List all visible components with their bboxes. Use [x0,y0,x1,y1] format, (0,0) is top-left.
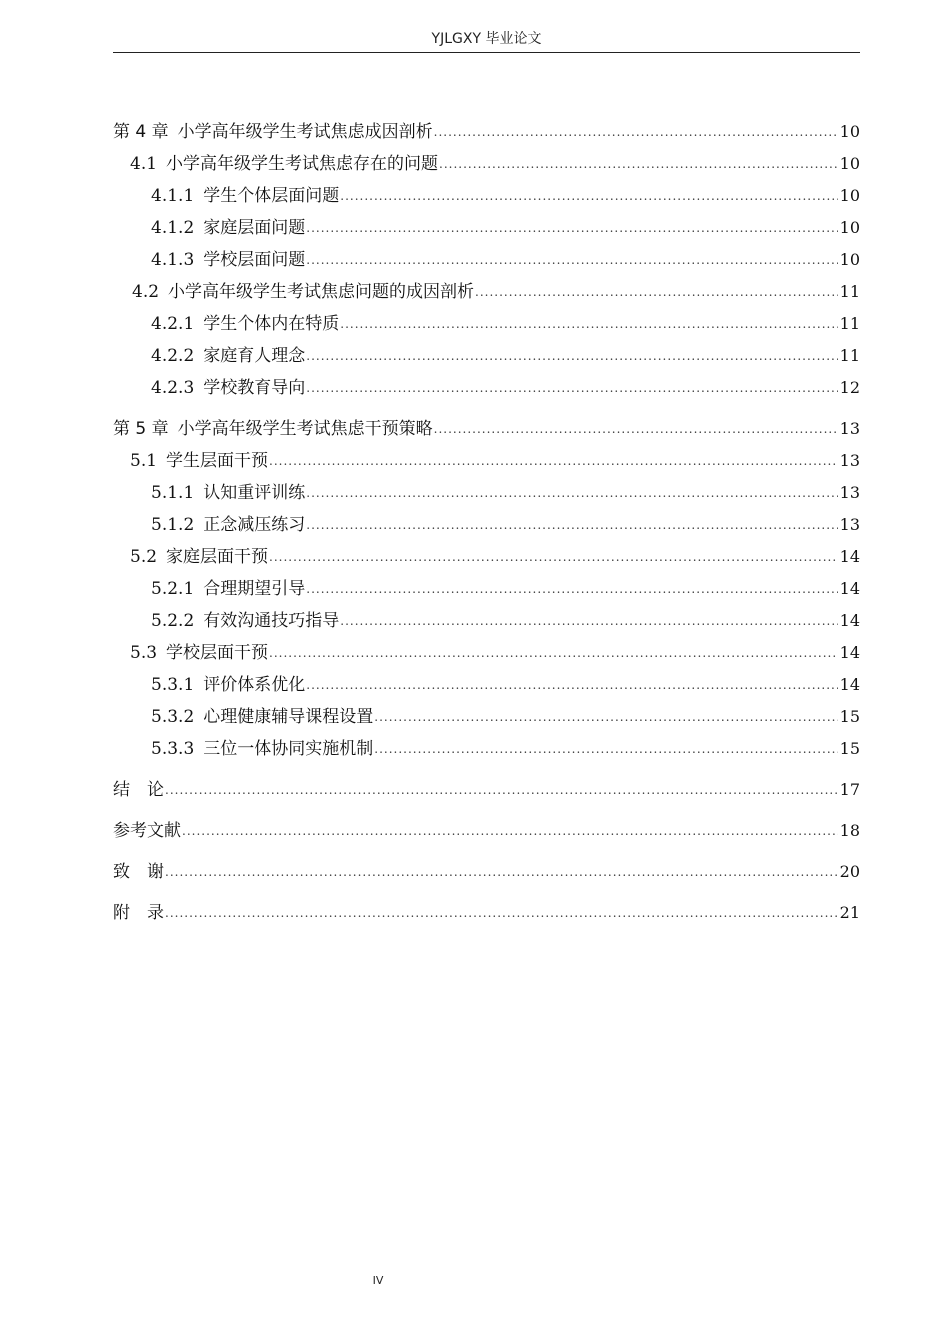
dot-leader [182,815,838,847]
table-of-contents [113,116,860,929]
toc-entry-number: 4.2 [132,282,160,302]
toc-entry-title: 学生层面干预 [166,451,269,471]
toc-entry-5-2-2[interactable] [113,605,860,637]
toc-entry-page: 18 [839,821,860,840]
toc-entry-appendix[interactable] [113,897,860,929]
toc-entry-5-3-1[interactable] [113,669,860,701]
toc-entry-number: 第 4 章 [113,122,169,142]
toc-entry-page: 17 [839,780,860,799]
toc-entry-page: 21 [839,903,860,922]
toc-entry-number: 4.2.1 [151,314,195,334]
toc-entry-page: 12 [839,378,860,397]
dot-leader [165,774,838,806]
toc-entry-page: 13 [839,483,860,502]
dot-leader [306,212,837,244]
dot-leader [306,669,837,701]
toc-entry-title: 家庭育人理念 [203,346,306,366]
toc-entry-page: 14 [839,675,860,694]
toc-entry-number: 5.2.2 [151,611,195,631]
toc-entry-chapter-5[interactable] [113,413,860,445]
toc-entry-title: 认知重评训练 [203,483,306,503]
toc-entry-5-3-2[interactable] [113,701,860,733]
toc-entry-title: 结 论 [113,780,164,800]
toc-entry-page: 10 [839,218,860,237]
dot-leader [269,541,838,573]
toc-entry-references[interactable] [113,815,860,847]
toc-entry-page: 11 [839,314,860,333]
toc-entry-title: 心理健康辅导课程设置 [203,707,374,727]
toc-entry-page: 15 [839,707,860,726]
dot-leader [374,733,837,765]
toc-entry-4-1[interactable] [113,148,860,180]
toc-entry-page: 13 [839,451,860,470]
toc-entry-page: 14 [839,579,860,598]
page-header [113,28,860,53]
toc-entry-conclusion[interactable] [113,774,860,806]
toc-entry-title: 小学高年级学生考试焦虑存在的问题 [166,154,439,174]
toc-entry-page: 14 [839,547,860,566]
dot-leader [306,509,837,541]
toc-entry-number: 4.1.3 [151,250,195,270]
toc-entry-5-3[interactable] [113,637,860,669]
toc-entry-acknowledgements[interactable] [113,856,860,888]
toc-entry-5-1[interactable] [113,445,860,477]
toc-entry-page: 10 [839,122,860,141]
toc-entry-number: 4.1.1 [151,186,195,206]
page-footer [0,1274,756,1287]
toc-entry-title: 学校教育导向 [203,378,306,398]
toc-entry-title: 学校层面干预 [166,643,269,663]
dot-leader [165,856,838,888]
toc-entry-4-1-2[interactable] [113,212,860,244]
toc-entry-page: 11 [839,346,860,365]
toc-entry-page: 14 [839,643,860,662]
toc-entry-number: 4.1.2 [151,218,195,238]
toc-entry-page: 13 [839,419,860,438]
toc-entry-title: 正念减压练习 [203,515,306,535]
toc-entry-page: 11 [839,282,860,301]
toc-entry-title: 附 录 [113,903,164,923]
toc-entry-number: 5.3.1 [151,675,195,695]
toc-entry-4-2[interactable] [113,276,860,308]
toc-entry-number: 4.2.3 [151,378,195,398]
dot-leader [306,244,837,276]
dot-leader [306,340,837,372]
toc-entry-number: 4.2.2 [151,346,195,366]
toc-entry-4-2-2[interactable] [113,340,860,372]
toc-entry-5-3-3[interactable] [113,733,860,765]
toc-entry-title: 参考文献 [113,821,181,841]
toc-entry-title: 合理期望引导 [203,579,306,599]
toc-entry-page: 15 [839,739,860,758]
dot-leader [475,276,838,308]
toc-entry-chapter-4[interactable] [113,116,860,148]
toc-entry-number: 5.1.1 [151,483,195,503]
dot-leader [340,180,837,212]
toc-entry-4-1-3[interactable] [113,244,860,276]
toc-entry-number: 5.3.3 [151,739,195,759]
dot-leader [434,116,838,148]
toc-entry-number: 5.2.1 [151,579,195,599]
dot-leader [439,148,838,180]
toc-entry-4-1-1[interactable] [113,180,860,212]
toc-entry-page: 10 [839,250,860,269]
dot-leader [269,445,838,477]
toc-entry-title: 小学高年级学生考试焦虑干预策略 [177,419,433,439]
toc-entry-title: 有效沟通技巧指导 [203,611,340,631]
dot-leader [306,477,837,509]
toc-entry-5-1-2[interactable] [113,509,860,541]
toc-entry-title: 家庭层面干预 [166,547,269,567]
toc-entry-5-2[interactable] [113,541,860,573]
dot-leader [269,637,838,669]
toc-entry-number: 5.3.2 [151,707,195,727]
toc-entry-page: 20 [839,862,860,881]
toc-entry-title: 学校层面问题 [203,250,306,270]
toc-entry-title: 三位一体协同实施机制 [203,739,374,759]
toc-entry-page: 13 [839,515,860,534]
toc-entry-title: 学生个体内在特质 [203,314,340,334]
toc-entry-5-1-1[interactable] [113,477,860,509]
toc-entry-number: 5.2 [130,547,158,567]
toc-entry-title: 家庭层面问题 [203,218,306,238]
dot-leader [340,605,837,637]
toc-entry-number: 第 5 章 [113,419,169,439]
toc-entry-5-2-1[interactable] [113,573,860,605]
dot-leader [306,573,837,605]
toc-entry-number: 5.3 [130,643,158,663]
header-title: YJLGXY 毕业论文 [431,31,542,47]
toc-entry-title: 评价体系优化 [203,675,306,695]
toc-entry-page: 14 [839,611,860,630]
toc-entry-title: 学生个体层面问题 [203,186,340,206]
dot-leader [165,897,838,929]
toc-entry-number: 4.1 [130,154,158,174]
page-number: IV [372,1274,384,1287]
toc-entry-4-2-1[interactable] [113,308,860,340]
dot-leader [374,701,837,733]
toc-entry-number: 5.1.2 [151,515,195,535]
toc-entry-title: 小学高年级学生考试焦虑问题的成因剖析 [168,282,475,302]
toc-entry-page: 10 [839,186,860,205]
toc-entry-title: 小学高年级学生考试焦虑成因剖析 [177,122,433,142]
toc-entry-page: 10 [839,154,860,173]
toc-entry-4-2-3[interactable] [113,372,860,404]
dot-leader [340,308,837,340]
toc-entry-title: 致 谢 [113,862,164,882]
dot-leader [434,413,838,445]
dot-leader [306,372,837,404]
toc-entry-number: 5.1 [130,451,158,471]
